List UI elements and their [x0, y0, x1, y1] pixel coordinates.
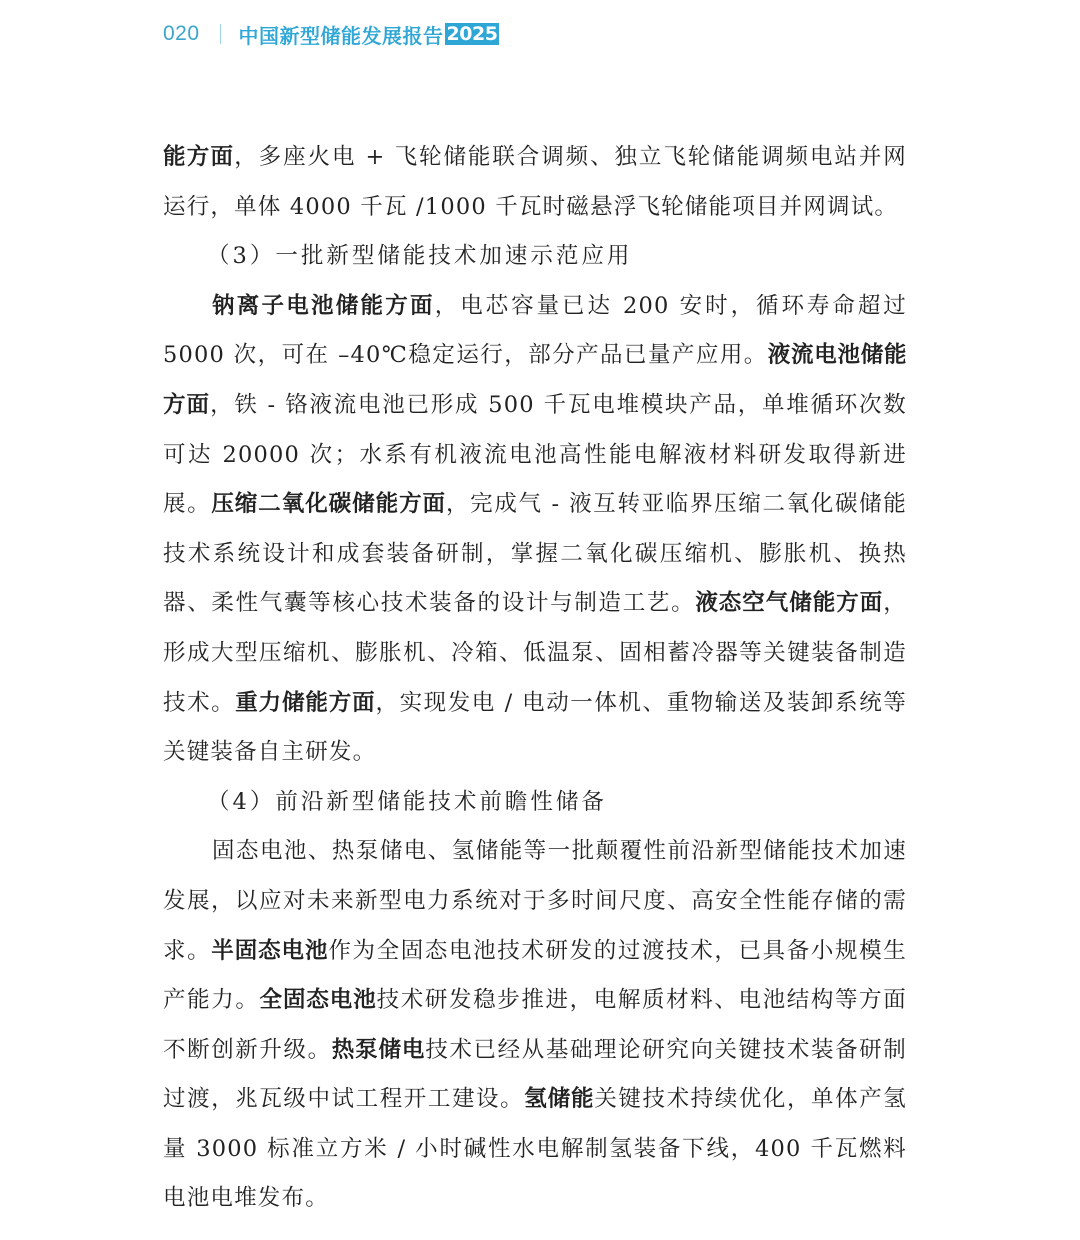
- paragraph-text: 固态电池、热泵储电、氢储能等一批颠覆性前沿新型储能技术加速发展，以应对未来新型电力系统对于多时间尺度、高安全性能存储的需求。: [163, 838, 907, 964]
- paragraph-text: ，完成气 - 液互转亚临界压缩二氧化碳储能技术系统设计和成套装备研制，掌握二氧化碳压缩机、膨胀机、换热器、柔性气囊等核心技术装备的设计与制造工艺。: [163, 491, 907, 617]
- paragraph-text: ，实现发电 / 电动一体机、重物输送及装卸系统等关键装备自主研发。: [163, 689, 907, 766]
- bold-term: 全固态电池: [259, 987, 377, 1014]
- paragraph-text: 技术已经从基础理论研究向关键技术装备研制过渡，兆瓦级中试工程开工建设。: [163, 1036, 907, 1113]
- paragraph-text: ，多座火电 + 飞轮储能联合调频、独立飞轮储能调频电站并网运行，单体 4000 千瓦 /1000 千瓦时磁悬浮飞轮储能项目并网调试。: [163, 144, 907, 220]
- section-heading-3: （3）一批新型储能技术加速示范应用: [207, 243, 633, 270]
- paragraph-new-tech: [163, 282, 907, 778]
- paragraph-text: 作为全固态电池技术研发的过渡技术，已具备小规模生产能力。: [163, 937, 907, 1014]
- bold-term: 能方面: [163, 144, 235, 170]
- paragraph-text: ，形成大型压缩机、膨胀机、冷箱、低温泵、固相蓄冷器等关键装备制造技术。: [163, 590, 907, 716]
- paragraph-text: ，电芯容量已达 200 安时，循环寿命超过 5000 次，可在 –40℃稳定运行，部分产品已量产应用。: [163, 292, 907, 369]
- bold-term: 半固态电池: [211, 937, 329, 964]
- document-body: [163, 133, 907, 1224]
- bold-term: 氢储能: [524, 1086, 595, 1113]
- paragraph-text: ，铁 - 铬液流电池已形成 500 千瓦电堆模块产品，单堆循环次数可达 20000 次；水系有机液流电池高性能电解液材料研发取得新进展。: [163, 391, 907, 518]
- bold-term: 压缩二氧化碳储能方面: [211, 491, 447, 518]
- bold-term: 钠离子电池储能方面: [212, 292, 435, 319]
- page-header: [163, 20, 499, 48]
- page-number: 020: [163, 22, 200, 45]
- report-title: 中国新型储能发展报告: [238, 23, 444, 48]
- bold-term: 液态空气储能方面: [695, 590, 884, 617]
- bold-term: 热泵储电: [331, 1036, 426, 1063]
- bold-term: 重力储能方面: [235, 689, 376, 716]
- header-divider: [220, 24, 221, 44]
- paragraph-text: 技术研发稳步推进，电解质材料、电池结构等方面不断创新升级。: [163, 987, 907, 1063]
- paragraph-text: 关键技术持续优化，单体产氢量 3000 标准立方米 / 小时碱性水电解制氢装备下线，400 千瓦燃料电池电堆发布。: [163, 1086, 907, 1212]
- year-badge: 2025: [446, 23, 498, 45]
- paragraph-flywheel: [163, 133, 907, 232]
- section-heading-4: （4）前沿新型储能技术前瞻性储备: [207, 788, 607, 815]
- bold-term: 液流电池储能方面: [163, 342, 907, 418]
- paragraph-frontier-tech: [163, 827, 907, 1224]
